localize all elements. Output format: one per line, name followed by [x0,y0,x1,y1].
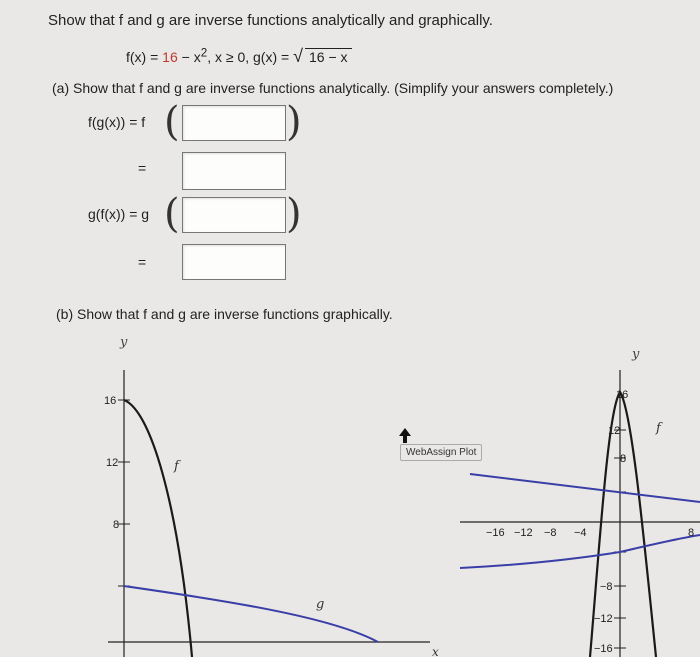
x-tick-label-neg4: −4 [574,527,587,539]
right-graph [460,340,700,657]
part-b-label: (b) Show that f and g are inverse functions graphically. [56,306,393,322]
tick-label-8: 8 [113,519,120,531]
f-domain: , x ≥ 0, [207,49,254,65]
x-tick-label-8: 8 [688,527,695,539]
g-definition-lhs: g(x) = [253,49,294,65]
tick-label-neg8: −8 [600,581,613,593]
y-axis-label: y [120,335,128,350]
part-a-label: (a) Show that f and g are inverse functions analytically. (Simplify your answers completely.) [52,80,614,96]
tick-label-16: 16 [616,389,629,401]
x-tick-label-neg8: −8 [544,527,557,539]
x-axis-label: x [432,645,439,657]
g-curve [124,586,378,642]
webassign-plot-badge[interactable]: WebAssign Plot [400,444,482,461]
function-definitions [126,46,352,67]
gf-lhs: g(f(x)) = g [88,206,150,222]
y-axis-label: y [632,347,640,362]
f-definition-constant: 16 [162,49,178,65]
right-paren-icon: ) [286,99,302,145]
sqrt-icon: √ [293,46,303,66]
problem-title: Show that f and g are inverse functions analytically and graphically. [48,12,493,29]
tick-label-16: 16 [104,395,117,407]
g-curve-lower [460,535,700,568]
x-tick-label-neg12: −12 [514,527,533,539]
left-paren-icon: ( [164,191,180,237]
f-definition-lhs: f(x) = [126,49,163,65]
tick-label-12: 12 [106,457,119,469]
f-curve [124,400,192,657]
left-graph [0,330,440,657]
tick-label-neg12: −12 [594,613,613,625]
g-curve-label: g [316,597,325,612]
x-tick-label-neg16: −16 [486,527,505,539]
mouse-cursor-icon [398,428,412,444]
fg-lhs: f(g(x)) = f [88,114,146,130]
tick-label-8: 8 [620,453,627,465]
gf-result-input[interactable] [182,244,286,280]
tick-label-neg16: −16 [594,643,613,655]
left-paren-icon: ( [164,99,180,145]
equals-sign: = [138,254,147,270]
g-curve-upper [470,474,700,502]
f-definition-rest: − x [177,49,201,65]
tick-label-12: 12 [608,425,621,437]
equals-sign: = [138,160,147,176]
right-paren-icon: ) [286,191,302,237]
f-curve-label: f [656,421,661,436]
g-radicand: 16 − x [305,48,352,65]
f-curve-label: f [174,459,179,474]
fg-inner-input[interactable] [182,105,286,141]
f-exponent: 2 [200,46,208,60]
gf-inner-input[interactable] [182,197,286,233]
fg-result-input[interactable] [182,152,286,190]
